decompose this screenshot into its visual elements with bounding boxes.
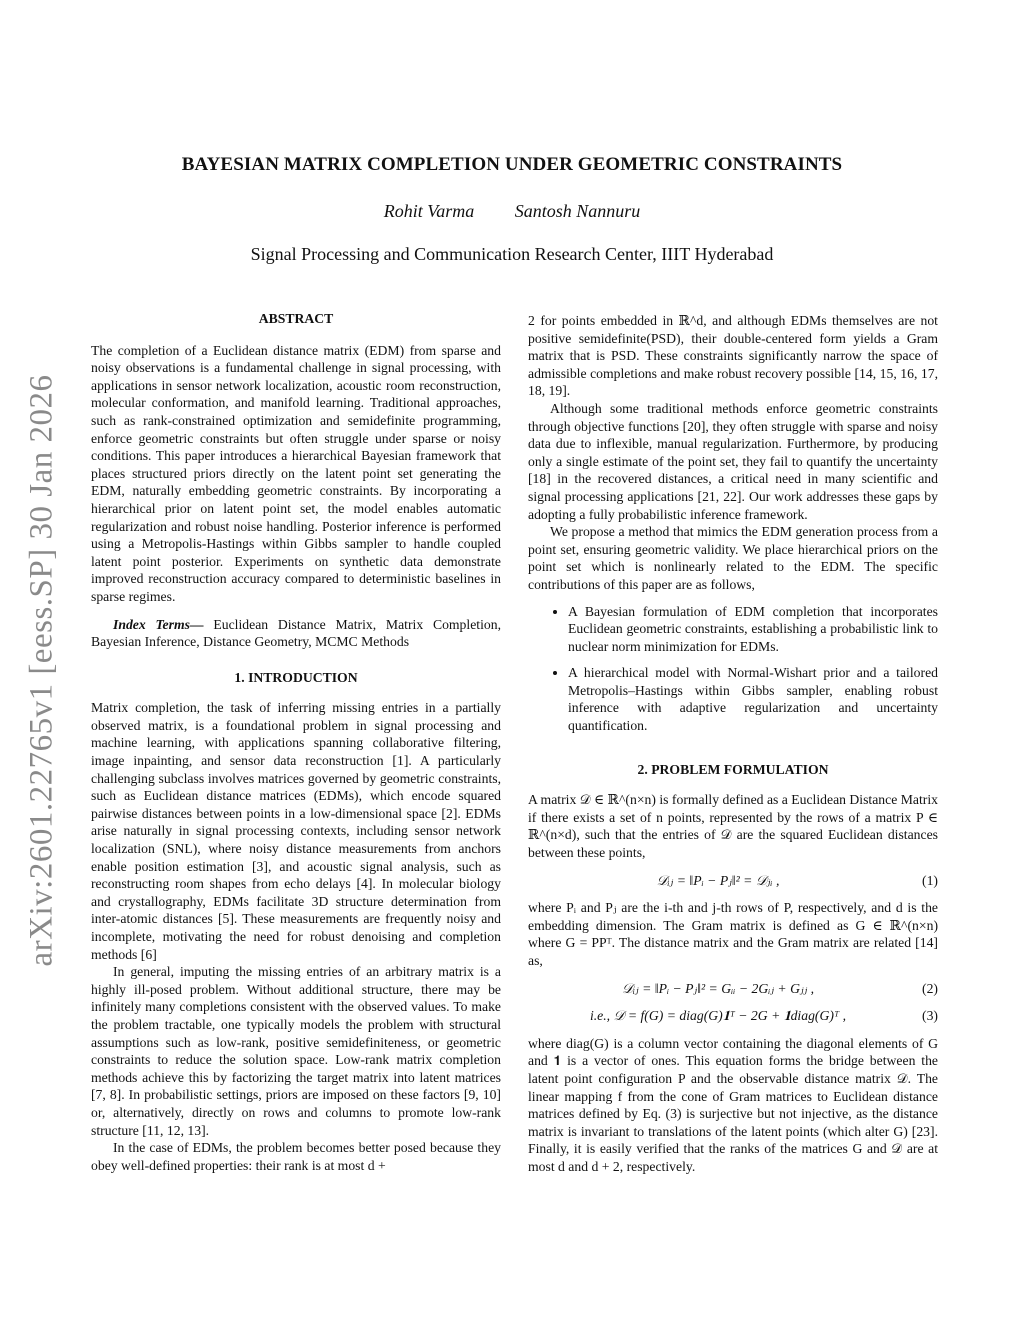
equation-3 — [528, 1007, 938, 1025]
section-heading-introduction: 1. INTRODUCTION — [234, 669, 358, 685]
intro-paragraph: Although some traditional methods enforce geometric constraints through objective functions [20], they often struggle with sparse and noisy data due to inflexible, manual regularization. Furthermore, by producing only a single estimate of the point set, they fail to quantify the uncertainty [18] in the recovered distances, a critical need in many scientific and signal processing applications [21, 22]. Our work addresses these gaps by adopting a fully probabilistic inference framework. — [528, 400, 938, 522]
problem-paragraph: where Pᵢ and Pⱼ are the i-th and j-th rows of P, respectively, and d is the embedding dimension. The Gram matrix is defined as G ∈ ℝ^(n×n) where G = PPᵀ. The distance matrix and the Gram matrix are related [14] as, — [528, 900, 938, 968]
contribution-item: • A hierarchical model with Normal-Wishart prior and a tailored Metropolis–Hastings within Gibbs sampler, enabling robust inference with adaptive regularization and uncertainty quantification. — [568, 664, 938, 734]
arxiv-sidebar-stamp — [14, 360, 70, 980]
equation-body: 𝒟ᵢⱼ = ‖Pᵢ − Pⱼ‖² = Gᵢᵢ − 2Gᵢⱼ + Gⱼⱼ , — [621, 980, 815, 996]
problem-paragraph: A matrix 𝒟 ∈ ℝ^(n×n) is formally defined as a Euclidean Distance Matrix if there exists a set of n points, represented by the rows of a matrix P ∈ ℝ^(n×d), such that the entries of 𝒟 are the squared Euclidean distances between these points, — [528, 792, 938, 861]
index-terms — [91, 616, 501, 651]
section-heading-problem-formulation: 2. PROBLEM FORMULATION — [637, 761, 829, 777]
index-terms-text: Euclidean Distance Matrix, Matrix Completion, Bayesian Inference, Distance Geometry, MCMC Methods — [91, 616, 501, 650]
equation-number: (3) — [922, 1008, 938, 1024]
equation-number: (1) — [922, 872, 938, 888]
equation-1 — [528, 872, 938, 890]
paper-title: BAYESIAN MATRIX COMPLETION UNDER GEOMETRIC CONSTRAINTS — [181, 154, 843, 175]
intro-paragraph: In the case of EDMs, the problem becomes better posed because they obey well-defined properties: their rank is at most d + — [91, 1140, 501, 1173]
equation-body: 𝒟ᵢⱼ = ‖Pᵢ − Pⱼ‖² = 𝒟ⱼᵢ , — [656, 872, 780, 888]
author-name: Rohit Varma — [383, 201, 475, 221]
contribution-item: • A Bayesian formulation of EDM completion that incorporates Euclidean geometric constraints, establishing a probabilistic link to nuclear norm minimization for EDMs. — [568, 603, 938, 656]
intro-paragraph: In general, imputing the missing entries of an arbitrary matrix is a highly ill-posed problem. Without additional structure, there may be infinitely many completions consistent with the observed values. To make the problem tractable, one typically models the problem with structural assumptions such as low-rank, positive semidefiniteness, or geometric constraints to reduce the solution space. Low-rank matrix completion methods achieve this by factorizing the target matrix into latent matrices [7, 8]. In probabilistic settings, priors are imposed on these factors [9, 10] or, alternatively, directly on rows and columns to promote low-rank structure [11, 12, 13]. — [91, 964, 501, 1138]
abstract-text: The completion of a Euclidean distance matrix (EDM) from sparse and noisy observations is a fundamental challenge in signal processing, with applications in sensor network localization, acoustic room reconstruction, molecular conformation, and manifold learning. Traditional approaches, such as rank-constrained optimization and semidefinite programming, enforce geometric constraints but often struggle under sparse or noisy conditions. This paper introduces a hierarchical Bayesian framework that places structured priors directly on the latent point set generating the EDM, naturally embedding geometric constraints. By incorporating a hierarchical prior on latent point set, the model enables automatic regularization and robust noise handling. Posterior inference is performed using a Metropolis-Hastings within Gibbs sampler to handle coupled latent point posterior. Experiments on synthetic data demonstrate improved reconstruction accuracy compared to deterministic baselines in sparse regimes. — [91, 342, 501, 604]
index-terms-label: Index Terms— — [113, 616, 204, 632]
arxiv-id: arXiv:2601.22765v1 [eess.SP] 30 Jan 2026 — [23, 374, 60, 966]
intro-paragraph: Matrix completion, the task of inferring missing entries in a partially observed matrix, is a foundational problem in signal processing and machine learning, with applications spanning collaborative filtering, image inpainting, and sensor data reconstruction [1]. A particularly challenging subclass involves matrices governed by geometric constraints, such as Euclidean distance matrices (EDMs), which encode squared pairwise distances between points in a low-dimensional space [2]. EDMs arise naturally in signal processing contexts, including sensor network localization (SNL), where noisy distance measurements from anchors enable position estimation [3], and acoustic signal analysis, such as reconstructing room shapes from echo delays [4]. In molecular biology and crystallography, EDMs facilitate 3D structure determination from inter-atomic distances [5]. These measurements are frequently noisy and incomplete, motivating the need for robust denoising and completion methods [6] — [91, 700, 501, 962]
equation-number: (2) — [922, 980, 938, 996]
right-column — [528, 312, 938, 1176]
problem-paragraph: where diag(G) is a column vector containing the diagonal elements of G and 𝟏 is a vector of ones. This equation forms the bridge between the latent point configuration P and the observable distance matrix 𝒟. The linear mapping f from the cone of Gram matrices to Euclidean distance matrices defined by Eq. (3) is surjective but not injective, as the distance matrix is invariant to translations of the latent points (which alter G) [23]. Finally, it is easily verified that the ranks of the matrices G and 𝒟 are at most d and d + 2, respectively. — [528, 1035, 938, 1174]
author-name: Santosh Nannuru — [514, 201, 641, 221]
equation-2 — [528, 980, 938, 998]
equation-body: i.e., 𝒟 = f(G) = diag(G)𝟏ᵀ − 2G + 𝟏diag(G)ᵀ , — [589, 1008, 847, 1024]
left-column — [91, 310, 501, 1174]
intro-paragraph: We propose a method that mimics the EDM generation process from a point set, ensuring geometric validity. We place hierarchical priors on the point set which is nonlinearly related to the EDM. The specific contributions of this paper are as follows, — [528, 524, 938, 592]
abstract-heading: ABSTRACT — [258, 311, 334, 326]
affiliation: Signal Processing and Communication Research Center, IIIT Hyderabad — [250, 244, 774, 264]
author-list — [0, 201, 1024, 222]
intro-paragraph: 2 for points embedded in ℝ^d, and although EDMs themselves are not positive semidefinite(PSD), their double-centered form yields a Gram matrix that is PSD. These constraints significantly narrow the space of admissible completions and make robust recovery possible [14, 15, 16, 17, 18, 19]. — [528, 313, 938, 399]
contribution-list — [528, 603, 938, 735]
